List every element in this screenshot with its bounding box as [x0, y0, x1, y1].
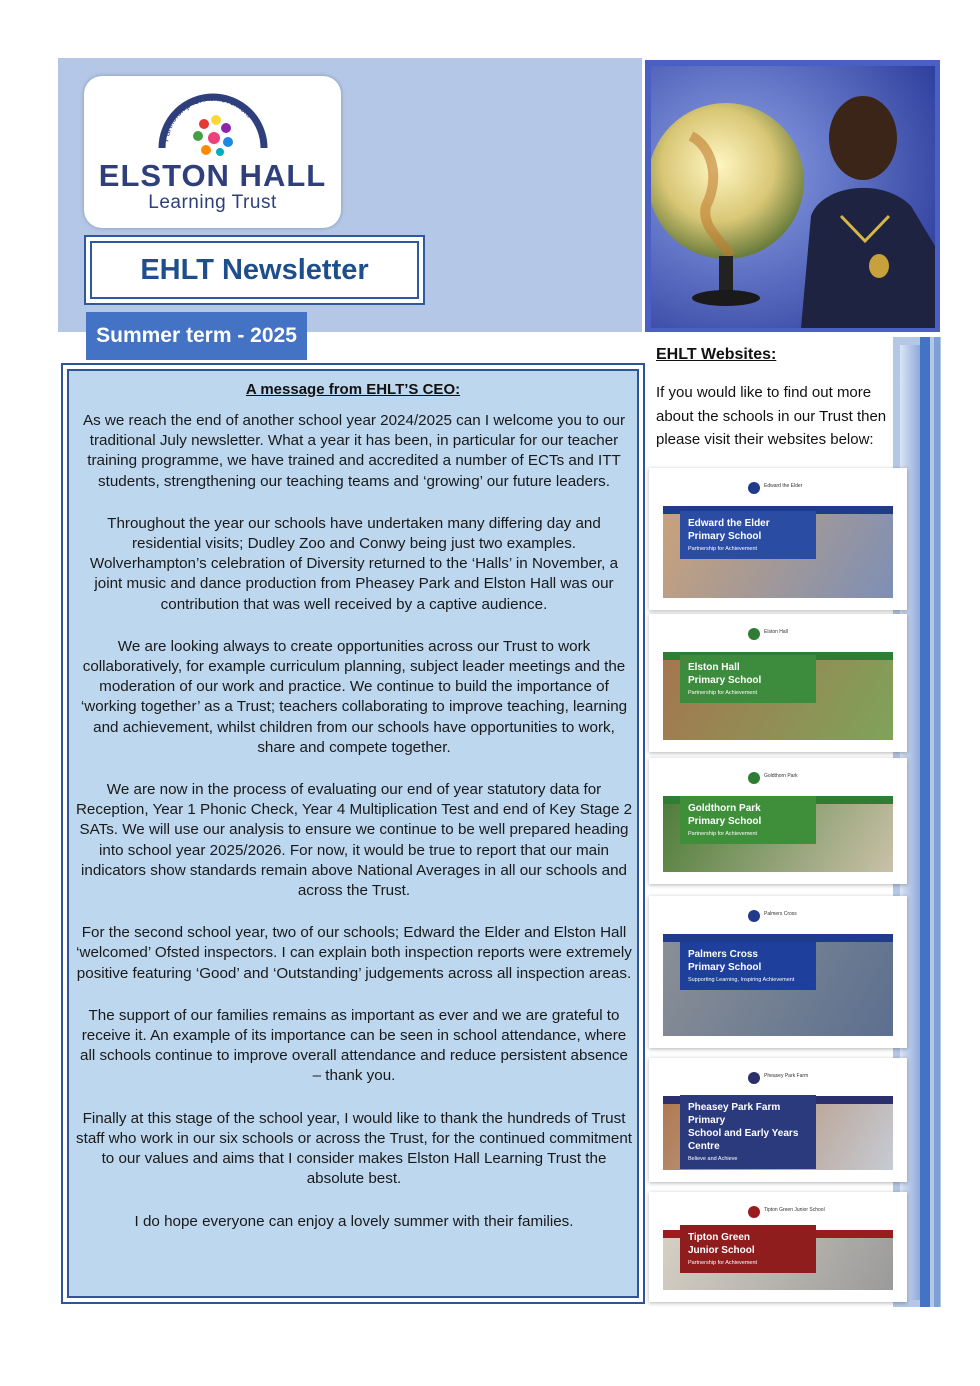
sidebar-stripe [934, 337, 940, 1307]
school-name-line: Primary School [687, 815, 762, 827]
ceo-message-body [75, 411, 633, 1254]
school-name-line: School and Early Years Centre [687, 1128, 799, 1153]
ceo-paragraph: I do hope everyone can enjoy a lovely summer with their families. [134, 1212, 574, 1230]
school-name-line: Pheasey Park Farm Primary [687, 1102, 781, 1127]
school-name-label [680, 511, 816, 559]
school-name-label [680, 1095, 816, 1169]
school-website-card[interactable] [649, 1192, 907, 1302]
school-name-line: Primary School [687, 530, 762, 542]
school-name-line: Junior School [687, 1245, 755, 1256]
school-website-card[interactable] [649, 896, 907, 1048]
ceo-paragraph: For the second school year, two of our schools; Edward the Elder and Elston Hall ‘welcomed’ Ofsted inspectors. I can explain both inspection reports were extremely positive featuring ‘Good’ and ‘Outstanding’ judgements across all inspection areas. [76, 924, 632, 982]
websites-intro: If you would like to find out more about the schools in our Trust then please visit their websites below: [656, 384, 887, 448]
website-header [663, 758, 893, 796]
school-tagline: Partnership for Achievement [687, 830, 758, 837]
school-name-line: Palmers Cross [687, 948, 758, 960]
ceo-paragraph: We are looking always to create opportunities across our Trust to work collaboratively, for example curriculum planning, subject leader meetings and the moderation of our work and practice. We continue to build the importance of ‘working together’ as a Trust; teachers collaborating to improve teaching, learning and achievement, whilst children from our schools have opportunities to work, share and compete together. [80, 637, 628, 756]
websites-heading: EHLT Websites: [656, 346, 777, 363]
school-name-line: Edward the Elder [687, 517, 770, 529]
school-name-label [680, 942, 816, 990]
sidebar-stripe [920, 337, 930, 1307]
website-header-name: Edward the Elder [764, 483, 803, 489]
school-tagline: Partnership for Achievement [687, 690, 758, 697]
school-crest-icon [748, 482, 760, 494]
logo-subtitle: Learning Trust [148, 192, 277, 213]
website-header-name: Goldthorn Park [764, 773, 798, 779]
school-crest-icon [748, 628, 760, 640]
school-website-card[interactable] [649, 1058, 907, 1182]
school-tagline: Partnership for Achievement [687, 1260, 758, 1266]
ceo-paragraph: As we reach the end of another school year 2024/2025 can I welcome you to our traditional July newsletter. What a year it has been, in particular for our teacher training programme, we have trained and accredited a number of ECTs and ITT students, strengthening our teaching teams and ‘growing’ our future leaders. [82, 412, 626, 490]
school-website-card[interactable] [649, 614, 907, 752]
school-crest-icon [748, 772, 760, 784]
logo-name: ELSTON HALL [98, 158, 327, 193]
newsletter-title: EHLT Newsletter [90, 241, 419, 299]
website-header [663, 614, 893, 652]
school-crest-icon [748, 1072, 760, 1084]
school-name-line: Elston Hall [687, 662, 740, 674]
school-name-line: Goldthorn Park [687, 802, 761, 814]
ceo-message-heading: A message from EHLT’S CEO: [245, 381, 461, 398]
school-website-card[interactable] [649, 758, 907, 884]
ceo-paragraph: Finally at this stage of the school year, I would like to thank the hundreds of Trust staff who work in our six schools or across the Trust, for the continued commitment to our values and aims that I consider makes Elston Hall Learning Trust the absolute best. [76, 1109, 632, 1188]
school-name-line: Primary School [687, 675, 762, 687]
term-badge: Summer term - 2025 [86, 312, 307, 360]
trust-logo [84, 76, 341, 228]
website-header [663, 1058, 893, 1096]
website-header-name: Pheasey Park Farm [764, 1073, 809, 1079]
school-crest-icon [748, 1206, 760, 1218]
child-with-globe-photo [651, 66, 935, 328]
ceo-paragraph: We are now in the process of evaluating our end of year statutory data for Reception, Year 1 Phonic Check, Year 4 Multiplication Test and end of Key Stage 2 SATs. We will use our analysis to ensure we continue to be well prepared heading into school year 2025/2026. For now, it would be true to report that our main indicators show standards remain above National Averages in all our schools and across the Trust. [75, 781, 633, 900]
school-name-label [680, 796, 816, 844]
website-header [663, 896, 893, 934]
newsletter-title-box [84, 235, 425, 305]
ceo-paragraph: The support of our families remains as important as ever and we are grateful to receive it. An example of its importance can be seen in school attendance, where all schools continue to improve overall attendance and reduce persistent absence – thank you. [80, 1006, 628, 1085]
school-website-card[interactable] [649, 468, 907, 610]
school-name-label [680, 655, 816, 703]
school-tagline: Believe and Achieve [687, 1156, 738, 1163]
website-header-name: Palmers Cross [764, 911, 797, 917]
ceo-message-box [61, 363, 645, 1304]
school-tagline: Partnership for Achievement [687, 545, 758, 552]
ceo-message-panel [67, 369, 639, 1298]
website-header [663, 468, 893, 506]
logo-arc-text: Partnership for Achievement [160, 92, 255, 143]
svg-text:Partnership for Achievement [160, 93, 255, 142]
school-name-label [680, 1225, 816, 1273]
school-name-line: Primary School [687, 961, 762, 973]
website-header-name: Elston Hall [764, 629, 788, 635]
school-crest-icon [748, 910, 760, 922]
ceo-paragraph: Throughout the year our schools have undertaken many differing day and residential visits; Dudley Zoo and Conwy being just two examples. Wolverhampton’s celebration of Diversity returned to the ‘Halls’ in November, a joint music and dance production from Pheasey Park and Elston Hall was our contribution that was well received by a captive audience. [89, 514, 619, 613]
school-name-line: Tipton Green [687, 1232, 750, 1243]
school-tagline: Supporting Learning, Inspiring Achievement [687, 976, 795, 983]
website-header-name: Tipton Green Junior School [764, 1207, 825, 1213]
